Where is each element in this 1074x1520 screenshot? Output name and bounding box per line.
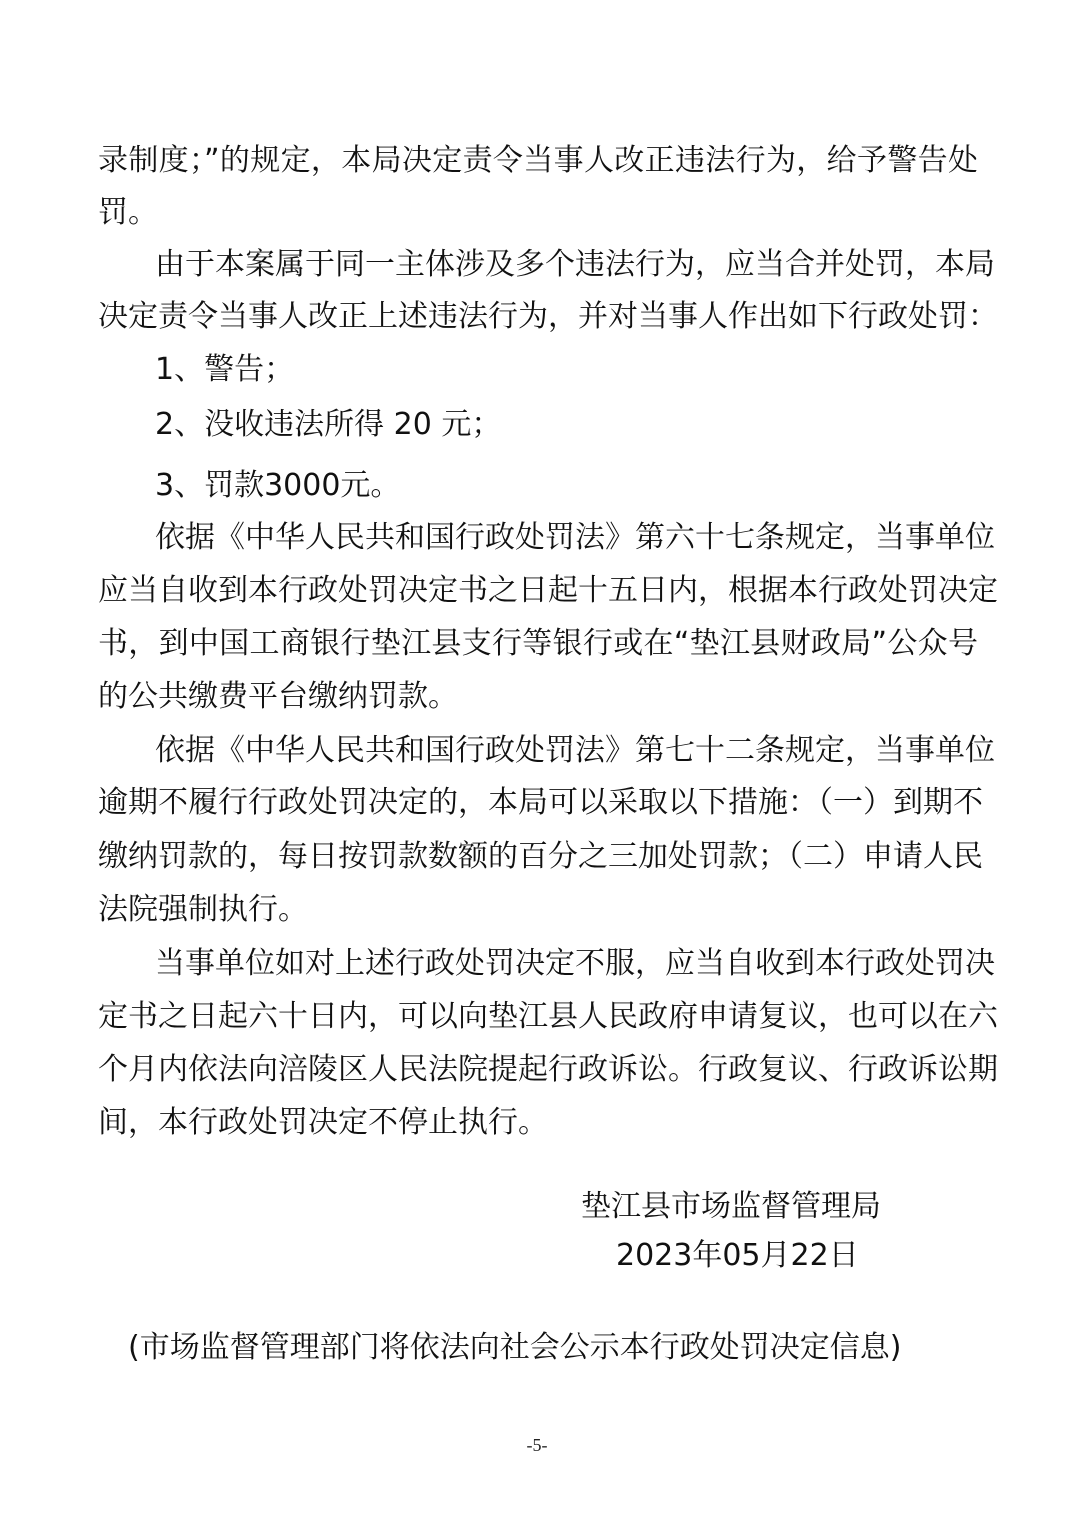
body-line: 个月内依法向涪陵区人民法院提起行政诉讼。行政复议、行政诉讼期 [98,1052,998,1087]
body-line: 罚。 [98,195,158,230]
body-line: 间，本行政处罚决定不停止执行。 [98,1105,548,1140]
body-line: 法院强制执行。 [98,892,308,927]
body-line: 决定责令当事人改正上述违法行为，并对当事人作出如下行政处罚： [98,299,998,334]
page-number: -5- [526,1435,548,1455]
body-line: 当事单位如对上述行政处罚决定不服，应当自收到本行政处罚决 [155,946,995,981]
issue-date: 2023年05月22日 [616,1238,859,1273]
body-line: 逾期不履行行政处罚决定的，本局可以采取以下措施：（一）到期不 [98,785,983,820]
penalty-item: 2、没收违法所得 20 元； [155,407,502,442]
penalty-item: 1、警告； [155,352,295,387]
body-line: 依据《中华人民共和国行政处罚法》第七十二条规定，当事单位 [155,733,995,768]
body-line: 依据《中华人民共和国行政处罚法》第六十七条规定，当事单位 [155,520,995,555]
body-line: 应当自收到本行政处罚决定书之日起十五日内，根据本行政处罚决定 [98,573,998,608]
issuing-authority: 垫江县市场监督管理局 [581,1189,881,1224]
body-line: 录制度；”的规定，本局决定责令当事人改正违法行为，给予警告处 [98,143,978,178]
body-line: 缴纳罚款的，每日按罚款数额的百分之三加处罚款；（二）申请人民 [98,839,983,874]
body-line: 由于本案属于同一主体涉及多个违法行为，应当合并处罚，本局 [155,247,995,282]
body-line: 书，到中国工商银行垫江县支行等银行或在“垫江县财政局”公众号 [98,626,978,661]
public-notice: (市场监督管理部门将依法向社会公示本行政处罚决定信息) [128,1330,902,1365]
penalty-item: 3、罚款3000元。 [155,468,401,503]
body-line: 的公共缴费平台缴纳罚款。 [98,679,458,714]
body-line: 定书之日起六十日内，可以向垫江县人民政府申请复议，也可以在六 [98,999,998,1034]
